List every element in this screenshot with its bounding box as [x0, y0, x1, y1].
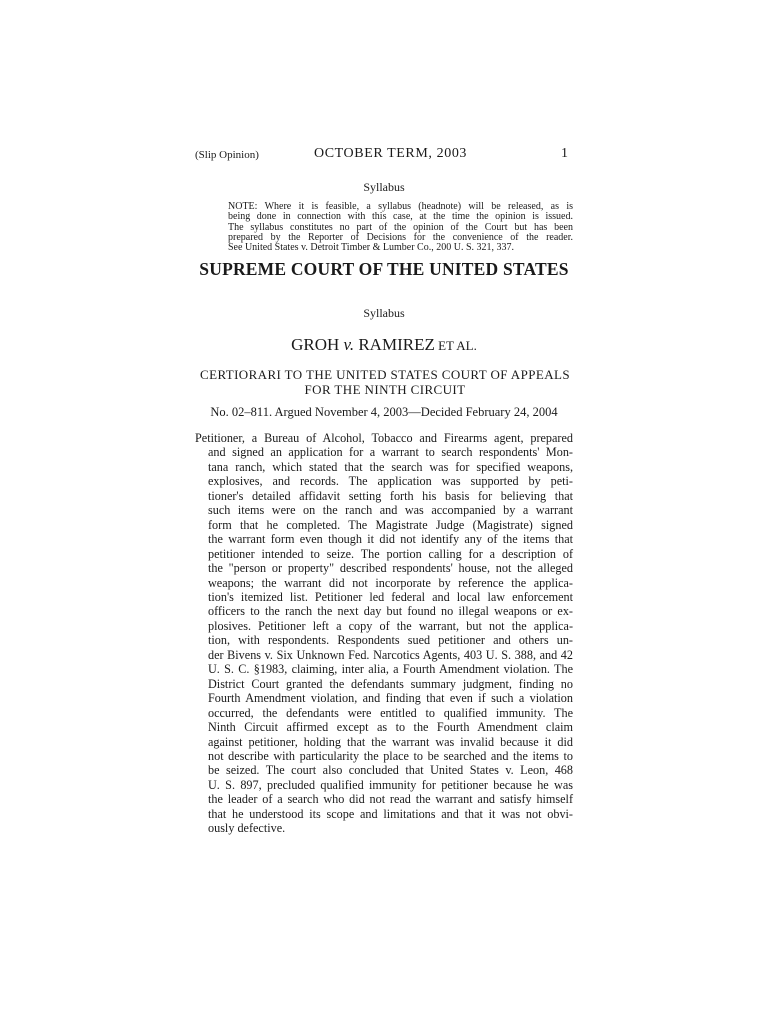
- syllabus-note: [228, 202, 573, 253]
- slip-opinion-label: (Slip Opinion): [195, 149, 259, 161]
- body-line: and signed an application for a warrant to search respondents' Mon-: [208, 445, 573, 460]
- syllabus-heading-top: Syllabus: [363, 180, 405, 194]
- docket-line: No. 02–811. Argued November 4, 2003—Decided February 24, 2004: [210, 405, 558, 419]
- body-line: Petitioner, a Bureau of Alcohol, Tobacco and Firearms agent, prepared: [195, 431, 573, 445]
- body-line: the "person or property" described respondents' house, not the alleged: [208, 561, 573, 576]
- body-line: be seized. The court also concluded that United States v. Leon, 468: [208, 763, 573, 778]
- body-line: such items were on the ranch and was accompanied by a warrant: [208, 503, 573, 518]
- body-line: plosives. Petitioner left a copy of the warrant, but not the applica-: [208, 618, 573, 633]
- body-line: petitioner intended to seize. The portion calling for a description of: [208, 546, 573, 561]
- note-line: prepared by the Reporter of Decisions for the convenience of the reader.: [228, 231, 573, 243]
- body-line: explosives, and records. The application was supported by peti-: [208, 474, 573, 489]
- body-line: officers to the ranch the next day but found no illegal weapons or ex-: [208, 604, 573, 619]
- court-name: SUPREME COURT OF THE UNITED STATES: [199, 259, 569, 279]
- body-line: tion's itemized list. Petitioner led federal and local law enforcement: [208, 589, 573, 604]
- body-line: tioner's detailed affidavit setting forth his basis for believing that: [208, 488, 573, 503]
- note-line: The syllabus constitutes no part of the opinion of the Court but has been: [228, 221, 573, 233]
- note-line: See United States v. Detroit Timber & Lumber Co., 200 U. S. 321, 337.: [228, 242, 515, 254]
- body-line: occurred, the defendants were entitled to qualified immunity. The: [208, 705, 573, 720]
- body-line: weapons; the warrant did not incorporate by reference the applica-: [208, 575, 573, 590]
- body-line: Fourth Amendment violation, and finding that even if such a violation: [208, 691, 573, 706]
- case-title: [0, 335, 768, 355]
- body-line: ously defective.: [208, 821, 286, 836]
- body-line: der Bivens v. Six Unknown Fed. Narcotics Agents, 403 U. S. 388, and 42: [208, 647, 573, 662]
- case-respondent: RAMIREZ: [358, 335, 435, 354]
- term-heading: OCTOBER TERM, 2003: [314, 146, 468, 161]
- body-line: the warrant form even though it did not identify any of the items that: [208, 532, 573, 547]
- certiorari-heading: CERTIORARI TO THE UNITED STATES COURT OF APPEALS FOR THE NINTH CIRCUIT: [200, 367, 570, 397]
- body-line: tion, with respondents. Respondents sued petitioner and others un-: [208, 633, 573, 648]
- body-line: U. S. C. §1983, claiming, inter alia, a Fourth Amendment violation. The: [208, 662, 573, 677]
- body-line: U. S. 897, precluded qualified immunity for petitioner because he was: [208, 777, 573, 792]
- syllabus-body: [195, 431, 573, 836]
- body-line: the leader of a search who did not read the warrant and satisfy himself: [208, 792, 573, 807]
- case-et-al: ET AL.: [434, 338, 477, 353]
- note-line: NOTE: Where it is feasible, a syllabus (headnote) will be released, as is: [228, 201, 573, 212]
- syllabus-heading: Syllabus: [363, 306, 405, 320]
- body-line: against petitioner, holding that the warrant was invalid because it did: [208, 734, 573, 749]
- body-line: not describe with particularity the place to be searched and the items to: [208, 748, 573, 763]
- body-line: form that he completed. The Magistrate Judge (Magistrate) signed: [208, 517, 573, 532]
- case-versus: v.: [343, 335, 355, 354]
- case-petitioner: GROH: [291, 335, 340, 354]
- body-line: District Court granted the defendants summary judgment, finding no: [208, 676, 573, 691]
- body-line: that he understood its scope and limitations and that it was not obvi-: [208, 806, 573, 821]
- page-number: 1: [561, 146, 568, 161]
- body-line: Ninth Circuit affirmed except as to the Fourth Amendment claim: [208, 720, 573, 735]
- note-line: being done in connection with this case, at the time the opinion is issued.: [228, 211, 573, 223]
- body-line: tana ranch, which stated that the search was for specified weapons,: [208, 459, 573, 474]
